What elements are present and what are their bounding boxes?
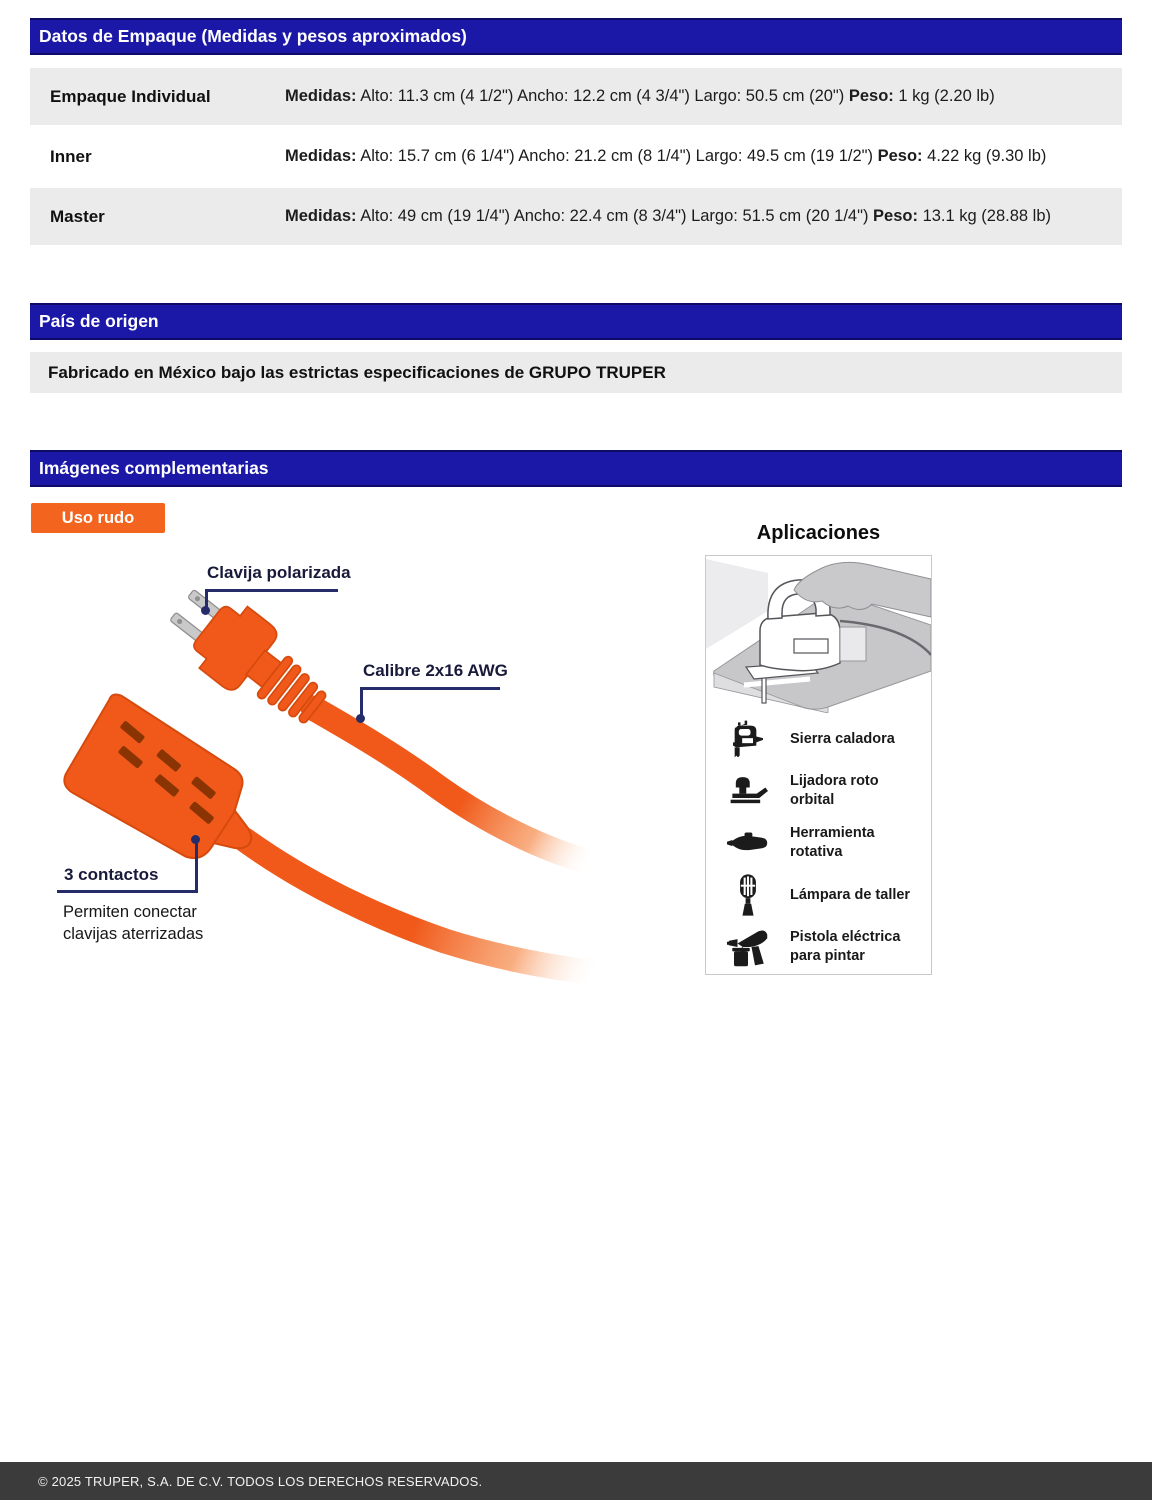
row-label: Empaque Individual <box>50 86 211 106</box>
callout-plug-dot <box>201 606 210 615</box>
cord-cable-upper <box>313 708 592 863</box>
section-title: Imágenes complementarias <box>39 458 269 478</box>
row-label: Master <box>50 206 105 226</box>
medidas-label: Medidas: <box>285 206 357 225</box>
copyright-text: © 2025 TRUPER, S.A. DE C.V. TODOS LOS DERECHOS RESERVADOS. <box>38 1473 483 1489</box>
application-item <box>706 765 931 817</box>
medidas-value: Alto: 11.3 cm (4 1/2") Ancho: 12.2 cm (4 3/4") Largo: 50.5 cm (20") <box>360 86 845 105</box>
jigsaw-scene-illustration <box>706 557 931 713</box>
rotary-tool-icon <box>706 829 790 857</box>
peso-label: Peso: <box>873 206 918 225</box>
callout-plug-line <box>205 589 338 592</box>
callout-contacts-label: 3 contactos <box>64 865 159 884</box>
work-lamp-icon <box>706 872 790 918</box>
origin-statement: Fabricado en México bajo las estrictas especificaciones de GRUPO TRUPER <box>30 352 1122 393</box>
row-value <box>285 205 1122 228</box>
applications-panel <box>705 555 932 975</box>
packaging-table <box>30 68 1122 248</box>
peso-value: 1 kg (2.20 lb) <box>898 86 995 105</box>
medidas-label: Medidas: <box>285 86 357 105</box>
peso-value: 13.1 kg (28.88 lb) <box>922 206 1051 225</box>
table-row-empaque-individual <box>30 68 1122 125</box>
section-title: Datos de Empaque (Medidas y pesos aproximados) <box>39 26 467 46</box>
callout-gauge-label: Calibre 2x16 AWG <box>363 661 508 680</box>
callout-gauge-line-vertical <box>360 687 363 717</box>
uso-rudo-badge: Uso rudo <box>31 503 165 533</box>
callout-contacts-line <box>57 890 198 893</box>
callout-contacts-note: Permiten conectar clavijas aterrizadas <box>63 903 204 943</box>
peso-value: 4.22 kg (9.30 lb) <box>927 146 1047 165</box>
application-item <box>706 817 931 869</box>
row-value <box>285 85 1122 108</box>
medidas-value: Alto: 49 cm (19 1/4") Ancho: 22.4 cm (8 3/4") Largo: 51.5 cm (20 1/4") <box>360 206 869 225</box>
application-label: Herramienta rotativa <box>790 825 875 860</box>
application-label: Lijadora roto orbital <box>790 773 879 808</box>
paint-spray-gun-icon <box>706 924 790 970</box>
section-header-origen <box>30 303 1122 340</box>
callout-gauge-line <box>360 687 500 690</box>
triple-tap-connector <box>56 691 279 889</box>
application-label: Pistola eléctrica para pintar <box>790 929 901 964</box>
callout-contacts-dot <box>191 835 200 844</box>
section-header-imagenes <box>30 450 1122 487</box>
footer <box>0 1462 1152 1500</box>
medidas-label: Medidas: <box>285 146 357 165</box>
callout-gauge-dot <box>356 714 365 723</box>
section-header-empaque <box>30 18 1122 55</box>
application-item <box>706 921 931 973</box>
callout-contacts-line-vertical <box>195 842 198 893</box>
section-title: País de origen <box>39 311 159 331</box>
application-item <box>706 869 931 921</box>
application-item <box>706 713 931 765</box>
row-label: Inner <box>50 146 92 166</box>
jigsaw-icon <box>706 717 790 761</box>
medidas-value: Alto: 15.7 cm (6 1/4") Ancho: 21.2 cm (8 1/4") Largo: 49.5 cm (19 1/2") <box>360 146 874 165</box>
application-label: Lámpara de taller <box>790 886 911 903</box>
row-value <box>285 145 1122 168</box>
application-label: Sierra caladora <box>790 730 895 747</box>
peso-label: Peso: <box>848 86 894 105</box>
applications-title: Aplicaciones <box>756 522 881 544</box>
callout-plug-label: Clavija polarizada <box>207 563 351 582</box>
table-row-inner <box>30 128 1122 185</box>
table-row-master <box>30 188 1122 245</box>
peso-label: Peso: <box>877 146 923 165</box>
orbital-sander-icon <box>706 771 790 811</box>
